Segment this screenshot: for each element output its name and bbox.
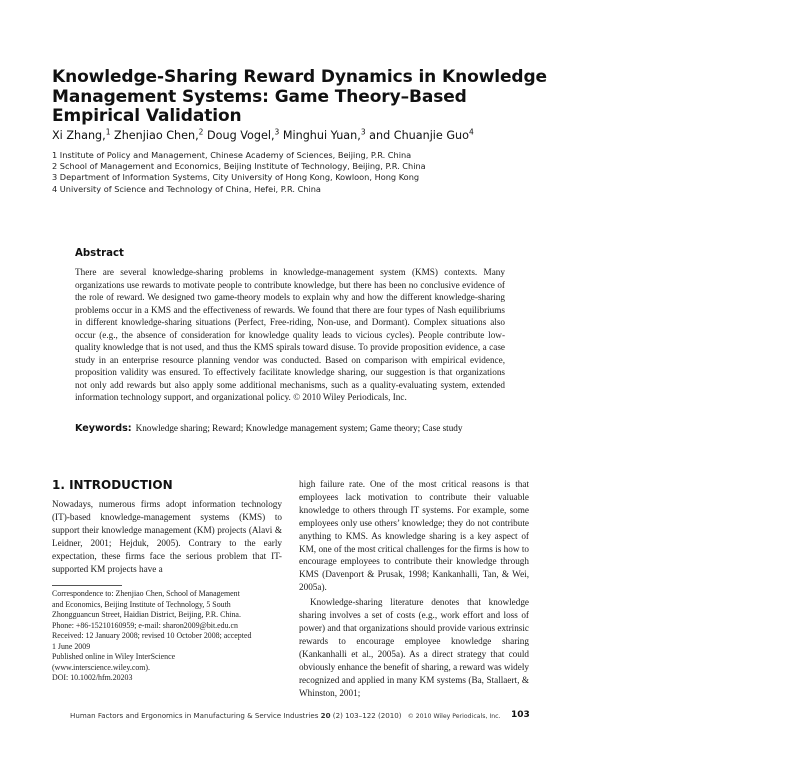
- footnote-line: and Economics, Beijing Institute of Technology, 5 South: [52, 599, 231, 609]
- affiliation-mark: 3: [274, 127, 280, 137]
- footnote-line: 1 June 2009: [52, 641, 91, 651]
- volume: 20: [320, 711, 331, 720]
- footnote-email-line: Phone: +86-15210160959; e-mail: sharon2009@bit.edu.cn: [52, 620, 238, 630]
- affiliation-line: 1 Institute of Policy and Management, Chinese Academy of Sciences, Beijing, P.R. China: [52, 150, 412, 160]
- author-name: Doug Vogel,: [207, 129, 275, 142]
- keywords-label: Keywords:: [75, 423, 132, 434]
- paragraph: high failure rate. One of the most critical reasons is that employees lack motivation to contribute their valuable knowledge to others through IT systems. For example, some employees only use others’ knowledge; they do not contribute anything to KMS. As knowledge sharing is a key aspect of KM, one of the most critical challenges for the firms is how to encourage employees to contribute their knowledge through KMS (Davenport & Prusak, 1998; Kankanhalli, Tan, & Wei, 2005a).: [299, 479, 529, 593]
- footnote-link-line: (www.interscience.wiley.com).: [52, 662, 151, 672]
- intro-column-1: Nowadays, numerous firms adopt information technology (IT)-based knowledge-management systems (KMS) to support their knowledge management (KM) projects (Alavi & Leidner, 2001; Hejduk, 2005). Contrary to the early expectation, these firms face the serious problem that IT-supported KM projects have a: [52, 499, 282, 574]
- footnote-rule: [52, 585, 122, 586]
- correspondence-footnote: [52, 589, 287, 684]
- issue-pages: (2) 103–122 (2010): [330, 711, 402, 720]
- author-name: Xi Zhang,: [52, 129, 106, 142]
- affiliation-line: 2 School of Management and Economics, Beijing Institute of Technology, Beijing, P.R. China: [52, 161, 426, 172]
- footnote-line: Received: 12 January 2008; revised 10 October 2008; accepted: [52, 631, 252, 640]
- paragraph: Knowledge-sharing literature denotes that knowledge sharing involves a set of costs (e.g., work effort and loss of power) and that organizations should provide various extrinsic rewards to encourage employee knowledge sharing (Kankanhalli et al., 2005a). As a direct strategy that could obviously enhance the benefit of sharing, a reward was widely recognized and applied in many KM systems (Ba, Stallaert, & Whinston, 2001;: [299, 597, 529, 698]
- affiliation-mark: 4: [468, 127, 474, 137]
- page-number: 103: [511, 710, 530, 720]
- article-title: [52, 67, 547, 127]
- footnote-line: Correspondence to: Zhenjiao Chen, School of Management: [52, 589, 240, 598]
- affiliation-line: 3 Department of Information Systems, City University of Hong Kong, Kowloon, Hong Kong: [52, 172, 420, 183]
- author-name: Minghui Yuan,: [282, 129, 361, 142]
- affiliation-line: 4 University of Science and Technology of China, Hefei, P.R. China: [52, 183, 321, 194]
- title-line: Empirical Validation: [52, 106, 242, 126]
- affiliation-mark: 2: [198, 127, 204, 137]
- doi: DOI: 10.1002/hfm.20203: [52, 673, 133, 682]
- keywords-text: Knowledge sharing; Reward; Knowledge management system; Game theory; Case study: [135, 423, 463, 433]
- author-name: Zhenjiao Chen,: [114, 129, 199, 142]
- journal-name: Human Factors and Ergonomics in Manufacturing & Service Industries: [70, 711, 321, 720]
- intro-column-2: [299, 478, 529, 699]
- abstract-heading: Abstract: [75, 248, 124, 259]
- author-list: [52, 129, 474, 142]
- keywords-line: [75, 423, 515, 434]
- author-name: and Chuanjie Guo: [369, 129, 469, 142]
- affiliation-mark: 1: [105, 127, 111, 137]
- copyright: © 2010 Wiley Periodicals, Inc.: [407, 713, 501, 720]
- title-line: Knowledge-Sharing Reward Dynamics in Knowledge: [52, 67, 547, 87]
- affiliation-mark: 3: [360, 127, 366, 137]
- title-line: Management Systems: Game Theory–Based: [52, 86, 467, 107]
- footnote-line: Zhongguancun Street, Haidian District, Beijing, P.R. China.: [52, 610, 241, 619]
- affiliations: [52, 150, 426, 195]
- footnote-line: Published online in Wiley InterScience: [52, 652, 176, 661]
- page-footer: [70, 711, 530, 720]
- section-heading: 1. INTRODUCTION: [52, 478, 173, 492]
- abstract-body: There are several knowledge-sharing problems in knowledge-management system (KMS) contexts. Many organizations use rewards to motivate people to contribute knowledge, but there has been no conclusive evidence of the role of reward. We designed two game-theory models to explain why and how the different knowledge-sharing problems occur in a KMS and the effectiveness of rewards. We found that there are four types of Nash equilibriums in different knowledge-sharing situations (Perfect, Free-riding, Non-use, and Dormant). Complex situations also occur (e.g., the absence of consideration for knowledge quality leads to vicious cycles). People contribute low-quality knowledge that is not used, and thus the KMS spirals toward disuse. To provide proposition evidence, a case study in an enterprise resource planning vendor was conducted. Based on comparison with empirical evidence, proposition validity was ensured. To effectively facilitate knowledge sharing, our suggestion is that organizations not only add rewards but also apply some additional mechanisms, such as a quality-evaluating system, extended information technology support, and organizational policy. © 2010 Wiley Periodicals, Inc.: [75, 267, 505, 402]
